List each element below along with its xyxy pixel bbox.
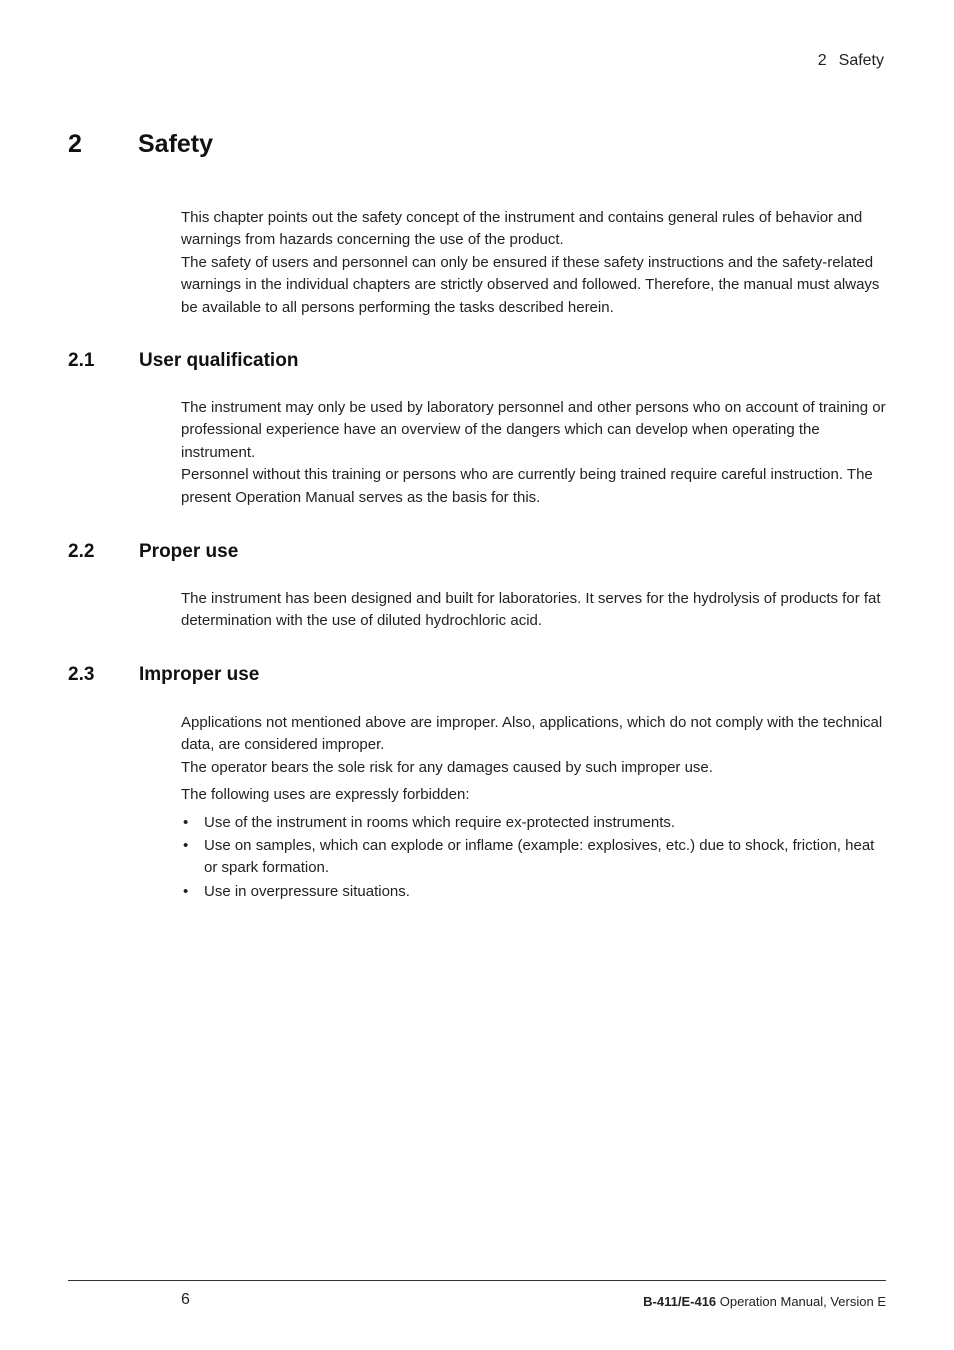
section-paragraph: The following uses are expressly forbidden: bbox=[181, 786, 470, 804]
list-item bbox=[181, 812, 887, 834]
chapter-number: 2 bbox=[68, 130, 82, 158]
intro-paragraph: This chapter points out the safety concept of the instrument and contains general rules of behavior and warnings from hazards concerning the use of the product. bbox=[181, 209, 863, 249]
section-paragraph: The instrument has been designed and built for laboratories. It serves for the hydrolysis of products for fat determination with the use of diluted hydrochloric acid. bbox=[181, 590, 881, 630]
section-body-proper-use bbox=[181, 588, 887, 633]
section-paragraph: Applications not mentioned above are improper. Also, applications, which do not comply with the technical data, are considered improper. bbox=[181, 714, 883, 754]
running-header-chapter-title: Safety bbox=[838, 52, 884, 69]
chapter-heading bbox=[68, 130, 213, 159]
section-title: Proper use bbox=[139, 541, 239, 562]
bullet-icon: • bbox=[183, 837, 189, 855]
intro-paragraph: The safety of users and personnel can only be ensured if these safety instructions and the safety-related warnings in the individual chapters are strictly observed and followed. Therefore, the manual must always be available to all persons performing the tasks described herein. bbox=[181, 253, 880, 316]
chapter-intro bbox=[181, 207, 887, 319]
chapter-title: Safety bbox=[138, 130, 214, 158]
section-title: Improper use bbox=[139, 664, 260, 685]
section-paragraph: The instrument may only be used by laboratory personnel and other persons who on account of training or professional experience have an overview of the dangers which can develop when operating the instrument. bbox=[181, 399, 886, 461]
bullet-icon: • bbox=[183, 813, 189, 831]
footer-document-title bbox=[643, 1294, 886, 1309]
list-item bbox=[181, 881, 887, 903]
section-body-improper-use bbox=[181, 712, 887, 904]
forbidden-uses-list bbox=[181, 812, 887, 904]
section-heading-proper-use bbox=[68, 541, 238, 563]
section-number: 2.1 bbox=[68, 350, 95, 371]
list-item bbox=[181, 835, 887, 880]
bullet-icon: • bbox=[183, 882, 189, 900]
section-paragraph: Personnel without this training or persons who are currently being trained require careful instruction. The present Operation Manual serves as the basis for this. bbox=[181, 466, 873, 506]
section-paragraph: The operator bears the sole risk for any damages caused by such improper use. bbox=[181, 758, 713, 776]
section-heading-user-qualification bbox=[68, 350, 298, 372]
footer-divider bbox=[68, 1280, 886, 1281]
list-item-text: Use in overpressure situations. bbox=[204, 882, 410, 900]
footer-doc-title: Operation Manual, Version E bbox=[716, 1294, 886, 1309]
section-heading-improper-use bbox=[68, 664, 259, 686]
section-title: User qualification bbox=[139, 350, 299, 371]
list-item-text: Use of the instrument in rooms which require ex-protected instruments. bbox=[204, 813, 676, 831]
list-item-text: Use on samples, which can explode or inflame (example: explosives, etc.) due to shock, friction, heat or spark formation. bbox=[204, 837, 875, 877]
section-body-user-qualification bbox=[181, 397, 887, 509]
running-header bbox=[818, 52, 884, 70]
section-number: 2.3 bbox=[68, 664, 95, 685]
running-header-chapter-number: 2 bbox=[817, 52, 827, 69]
section-number: 2.2 bbox=[68, 541, 95, 562]
footer-model: B-411/E-416 bbox=[643, 1294, 717, 1309]
page-number: 6 bbox=[181, 1291, 190, 1308]
